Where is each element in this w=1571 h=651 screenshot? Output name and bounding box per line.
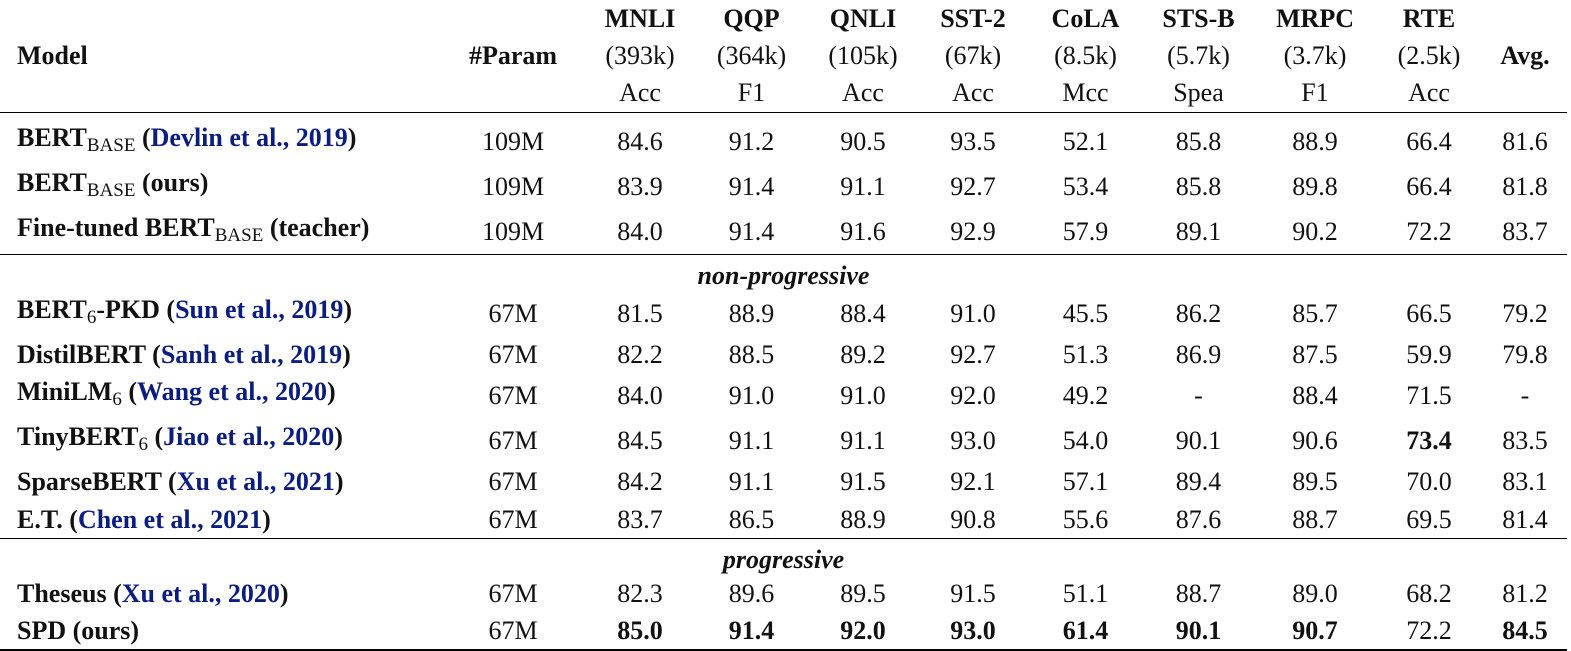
score-cell: 73.4 [1406, 426, 1452, 455]
avg-score: 81.8 [1502, 171, 1548, 201]
score-cell: 87.6 [1142, 501, 1255, 539]
score-cell: 92.9 [917, 209, 1029, 255]
score-cell: 52.1 [1062, 126, 1109, 156]
table-row [0, 209, 1567, 255]
score-cell: 92.0 [950, 381, 996, 410]
score-cell: 92.0 [809, 612, 917, 650]
model-name [0, 463, 440, 501]
table-row [0, 373, 1567, 418]
score-cell: 89.8 [1292, 171, 1338, 201]
model-name-text: Theseus [17, 578, 107, 608]
score-cell: 70.0 [1406, 467, 1452, 497]
header-task: MNLI (393k) Acc [586, 0, 694, 112]
score-cell: 91.2 [728, 126, 775, 156]
score-cell: 91.1 [840, 426, 886, 455]
score-cell: 55.6 [1029, 501, 1142, 539]
score-cell: 92.7 [950, 171, 996, 201]
model-name-suffix: ( [106, 578, 122, 608]
citation-link[interactable]: Xu et al., 2020 [121, 578, 280, 608]
score-cell: 90.6 [1292, 426, 1338, 455]
score-cell: 86.2 [1175, 298, 1222, 328]
score-cell: 83.7 [586, 501, 694, 539]
citation-link[interactable]: Devlin et al., 2019 [150, 122, 348, 152]
table-row [0, 336, 1567, 374]
score-cell: 92.1 [950, 467, 996, 497]
section-title: progressive [722, 544, 845, 574]
param-count: 67M [488, 339, 538, 369]
score-cell: - [1194, 381, 1203, 410]
score-cell: 89.6 [728, 578, 775, 608]
section-title-row [0, 254, 1567, 291]
param-count: 109M [481, 171, 545, 201]
model-name-suffix: (teacher) [263, 212, 370, 242]
header-task: STS-B (5.7k) Spea [1142, 0, 1255, 112]
model-name-text: SPD (ours) [17, 616, 140, 645]
header-avg: Avg. [1483, 0, 1567, 112]
table-row [0, 291, 1567, 336]
section-title: non-progressive [697, 260, 870, 290]
score-cell: 91.0 [728, 381, 775, 410]
param-count: 67M [440, 612, 586, 650]
table-row [0, 418, 1567, 463]
score-cell: 90.7 [1255, 612, 1375, 650]
param-count: 67M [488, 578, 538, 608]
table-row [0, 112, 1567, 164]
score-cell: 89.2 [840, 339, 886, 369]
score-cell: 86.9 [1175, 339, 1222, 369]
model-name-close: ) [262, 504, 271, 534]
score-cell: 86.5 [694, 501, 809, 539]
score-cell: 71.5 [1406, 381, 1452, 410]
results-body [0, 112, 1567, 650]
score-cell: 53.4 [1062, 171, 1109, 201]
score-cell: 91.4 [694, 209, 809, 255]
score-cell: 84.0 [586, 209, 694, 255]
score-cell: 84.2 [617, 467, 663, 497]
model-name-suffix: ( [62, 504, 78, 534]
score-cell: 85.7 [1292, 298, 1338, 328]
model-name-suffix: ( [145, 339, 161, 369]
score-cell: 59.9 [1406, 339, 1452, 369]
score-cell: 61.4 [1029, 612, 1142, 650]
score-cell: 88.9 [728, 298, 775, 328]
score-cell: 91.5 [950, 578, 996, 608]
model-subscript: 6 [86, 306, 97, 328]
score-cell: 91.0 [840, 381, 886, 410]
model-name [0, 501, 440, 539]
score-cell: 91.1 [840, 171, 886, 201]
model-name-close: ) [343, 294, 353, 324]
score-cell: 90.1 [1175, 426, 1222, 455]
model-name-suffix: ( [135, 122, 151, 152]
score-cell: 84.5 [617, 426, 663, 455]
score-cell: 72.2 [1375, 209, 1483, 255]
avg-score: 81.6 [1502, 126, 1548, 156]
section-title-row [0, 538, 1567, 575]
param-count: 67M [488, 298, 538, 328]
citation-link[interactable]: Sun et al., 2019 [175, 294, 344, 324]
model-name [0, 112, 440, 164]
score-cell: 93.0 [917, 612, 1029, 650]
score-cell: 81.5 [617, 298, 663, 328]
score-cell: 93.0 [950, 426, 996, 455]
score-cell: 84.6 [617, 126, 663, 156]
citation-link[interactable]: Wang et al., 2020 [137, 377, 327, 406]
score-cell: 82.3 [617, 578, 663, 608]
model-name [0, 164, 440, 209]
model-name [0, 418, 440, 463]
score-cell: 49.2 [1062, 381, 1109, 410]
param-count: 109M [440, 209, 586, 255]
header-task: CoLA (8.5k) Mcc [1029, 0, 1142, 112]
table-row [0, 463, 1567, 501]
score-cell: 93.5 [950, 126, 996, 156]
score-cell: 85.8 [1175, 171, 1222, 201]
model-name-close: ) [279, 578, 289, 608]
table-row [0, 501, 1567, 539]
model-subscript: BASE [86, 134, 136, 156]
score-cell: 66.4 [1406, 126, 1452, 156]
model-name-suffix: ( [147, 422, 164, 451]
avg-score: 83.5 [1502, 426, 1548, 455]
header-row [0, 0, 1567, 112]
model-name-text: BERT [17, 294, 87, 324]
score-cell: 90.2 [1255, 209, 1375, 255]
model-name [0, 612, 440, 650]
score-cell: 91.4 [694, 612, 809, 650]
avg-score: 84.5 [1483, 612, 1567, 650]
model-name-suffix: (ours) [135, 167, 209, 197]
score-cell: 89.5 [1292, 467, 1338, 497]
table-row [0, 164, 1567, 209]
score-cell: 87.5 [1292, 339, 1338, 369]
score-cell: 89.5 [840, 578, 886, 608]
param-count: 67M [488, 381, 538, 410]
model-name-text: E.T. [17, 504, 63, 534]
avg-score: 81.4 [1483, 501, 1567, 539]
table-row [0, 612, 1567, 650]
score-cell: 88.4 [840, 298, 886, 328]
score-cell: 91.6 [809, 209, 917, 255]
score-cell: 88.9 [1292, 126, 1338, 156]
model-subscript: 6 [112, 389, 122, 410]
score-cell: 57.1 [1062, 467, 1109, 497]
model-subscript: BASE [214, 224, 264, 246]
avg-score: 81.2 [1502, 578, 1548, 608]
score-cell: 72.2 [1375, 612, 1483, 650]
score-cell: 91.4 [728, 171, 775, 201]
model-name-close: ) [347, 122, 357, 152]
param-count: 67M [440, 501, 586, 539]
score-cell: 88.9 [809, 501, 917, 539]
avg-score: 83.1 [1502, 467, 1548, 497]
score-cell: 66.4 [1406, 171, 1452, 201]
score-cell: 57.9 [1029, 209, 1142, 255]
score-cell: 68.2 [1406, 578, 1452, 608]
citation-link[interactable]: Jiao et al., 2020 [163, 422, 335, 451]
score-cell: 88.4 [1292, 381, 1338, 410]
model-name-text: BERT [17, 167, 87, 197]
model-name-suffix: ( [161, 467, 177, 497]
model-name-close: ) [326, 377, 336, 406]
model-name [0, 373, 440, 418]
model-name [0, 209, 440, 255]
model-name-text: DistilBERT [17, 339, 146, 369]
score-cell: 88.5 [728, 339, 775, 369]
model-name-text: BERT [17, 122, 87, 152]
score-cell: 91.5 [840, 467, 886, 497]
model-name-close: ) [342, 339, 351, 369]
model-name [0, 575, 440, 613]
score-cell: 90.5 [840, 126, 886, 156]
score-cell: 89.4 [1175, 467, 1222, 497]
score-cell: 82.2 [617, 339, 663, 369]
model-name-text: TinyBERT [17, 422, 139, 451]
citation-link[interactable]: Xu et al., 2021 [176, 467, 335, 497]
score-cell: 89.1 [1142, 209, 1255, 255]
model-name [0, 291, 440, 336]
score-cell: 51.1 [1062, 578, 1109, 608]
score-cell: 91.1 [728, 426, 775, 455]
score-cell: 88.7 [1175, 578, 1222, 608]
header-task: SST-2 (67k) Acc [917, 0, 1029, 112]
param-count: 67M [488, 467, 538, 497]
model-subscript: BASE [86, 179, 136, 201]
score-cell: 45.5 [1062, 298, 1109, 328]
header-task: QQP (364k) F1 [694, 0, 809, 112]
score-cell: 89.0 [1292, 578, 1338, 608]
model-name-text: Fine-tuned BERT [17, 212, 215, 242]
avg-score: 79.8 [1502, 339, 1548, 369]
avg-score: 83.7 [1483, 209, 1567, 255]
model-name-close: ) [334, 467, 344, 497]
model-name-text: MiniLM [17, 377, 113, 406]
score-cell: 85.8 [1175, 126, 1222, 156]
table-row [0, 575, 1567, 613]
score-cell: 69.5 [1375, 501, 1483, 539]
score-cell: 90.1 [1142, 612, 1255, 650]
model-name-suffix: ( [121, 377, 138, 406]
score-cell: 91.0 [950, 298, 996, 328]
header-task: QNLI (105k) Acc [809, 0, 917, 112]
model-name-suffix: -PKD ( [96, 294, 176, 324]
score-cell: 88.7 [1255, 501, 1375, 539]
param-count: 109M [481, 126, 545, 156]
score-cell: 92.7 [950, 339, 996, 369]
avg-score: - [1520, 381, 1530, 410]
score-cell: 90.8 [917, 501, 1029, 539]
model-subscript: 6 [138, 434, 148, 455]
citation-link[interactable]: Chen et al., 2021 [77, 504, 263, 534]
score-cell: 54.0 [1062, 426, 1109, 455]
header-param: #Param [440, 0, 586, 112]
score-cell: 83.9 [617, 171, 663, 201]
score-cell: 91.1 [728, 467, 775, 497]
score-cell: 66.5 [1406, 298, 1452, 328]
score-cell: 84.0 [617, 381, 663, 410]
header-task: MRPC (3.7k) F1 [1255, 0, 1375, 112]
model-name [0, 336, 440, 374]
score-cell: 85.0 [586, 612, 694, 650]
model-name-text: SparseBERT [17, 467, 162, 497]
param-count: 67M [488, 426, 538, 455]
citation-link[interactable]: Sanh et al., 2019 [160, 339, 343, 369]
header-task: RTE (2.5k) Acc [1375, 0, 1483, 112]
model-name-close: ) [334, 422, 343, 451]
header-model: Model [0, 0, 440, 112]
avg-score: 79.2 [1502, 298, 1548, 328]
score-cell: 51.3 [1062, 339, 1109, 369]
